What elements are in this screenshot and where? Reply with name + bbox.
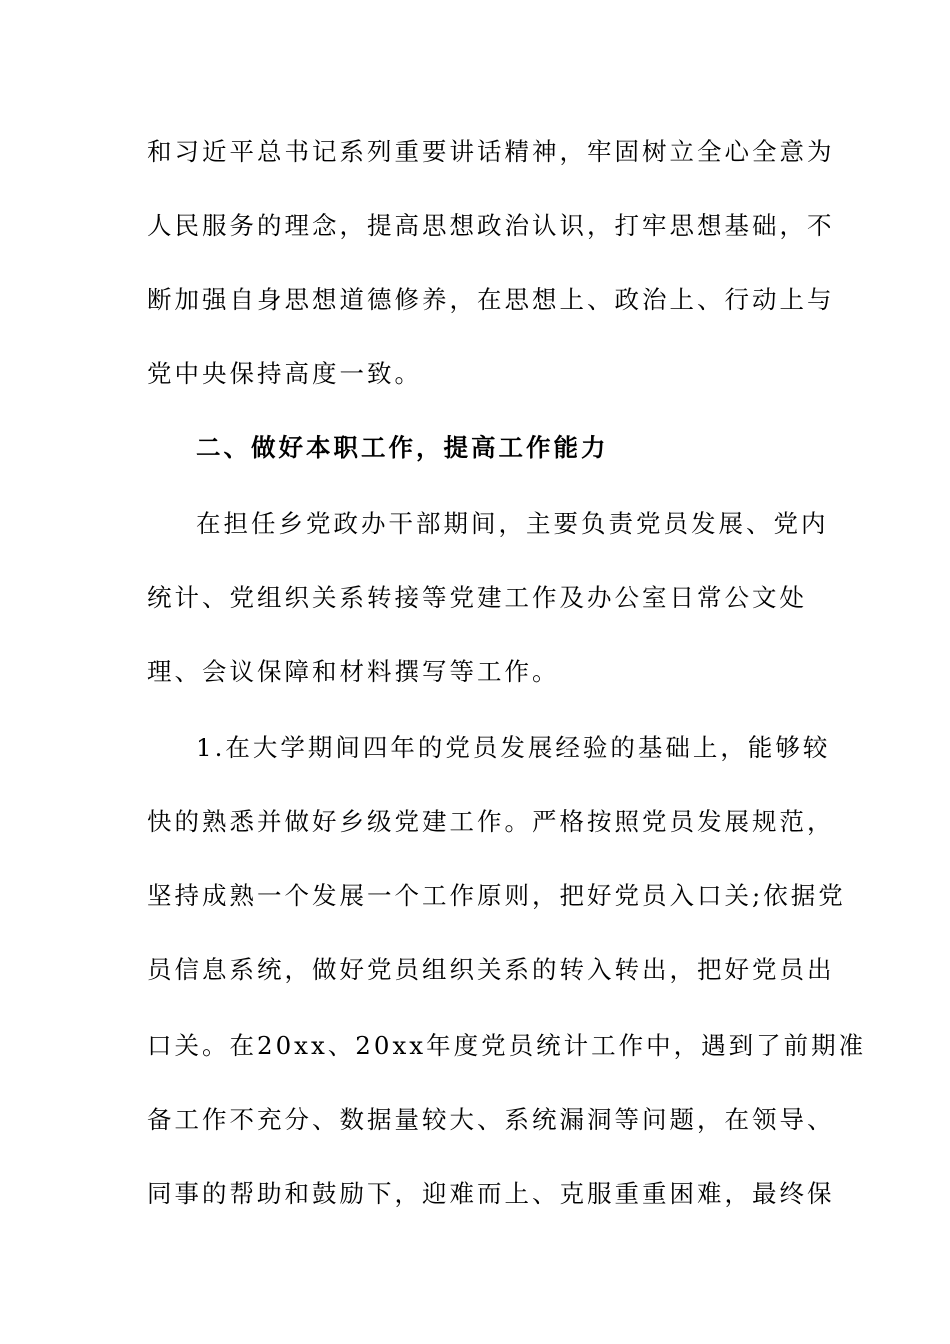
paragraph-first-line: 在担任乡党政办干部期间，主要负责党员发展、党内 <box>196 509 829 538</box>
text-line: 口关。在20xx、20xx年度党员统计工作中，遇到了前期准 <box>147 1031 867 1060</box>
section-heading: 二、做好本职工作，提高工作能力 <box>196 433 609 462</box>
text-line: 坚持成熟一个发展一个工作原则，把好党员入口关;依据党 <box>147 881 846 910</box>
text-line: 员信息系统，做好党员组织关系的转入转出，把好党员出 <box>147 955 835 984</box>
text-line: 理、会议保障和材料撰写等工作。 <box>147 657 560 686</box>
paragraph-first-line: 1.在大学期间四年的党员发展经验的基础上，能够较 <box>196 733 831 762</box>
text-line: 断加强自身思想道德修养，在思想上、政治上、行动上与 <box>147 285 835 314</box>
text-line: 备工作不充分、数据量较大、系统漏洞等问题，在领导、 <box>147 1105 835 1134</box>
text-line: 同事的帮助和鼓励下，迎难而上、克服重重困难，最终保 <box>147 1179 835 1208</box>
text-line: 快的熟悉并做好乡级党建工作。严格按照党员发展规范， <box>147 807 835 836</box>
text-line: 统计、党组织关系转接等党建工作及办公室日常公文处 <box>147 583 807 612</box>
text-line: 人民服务的理念，提高思想政治认识，打牢思想基础，不 <box>147 211 835 240</box>
text-line: 和习近平总书记系列重要讲话精神，牢固树立全心全意为 <box>147 137 835 166</box>
text-line: 党中央保持高度一致。 <box>147 359 422 388</box>
